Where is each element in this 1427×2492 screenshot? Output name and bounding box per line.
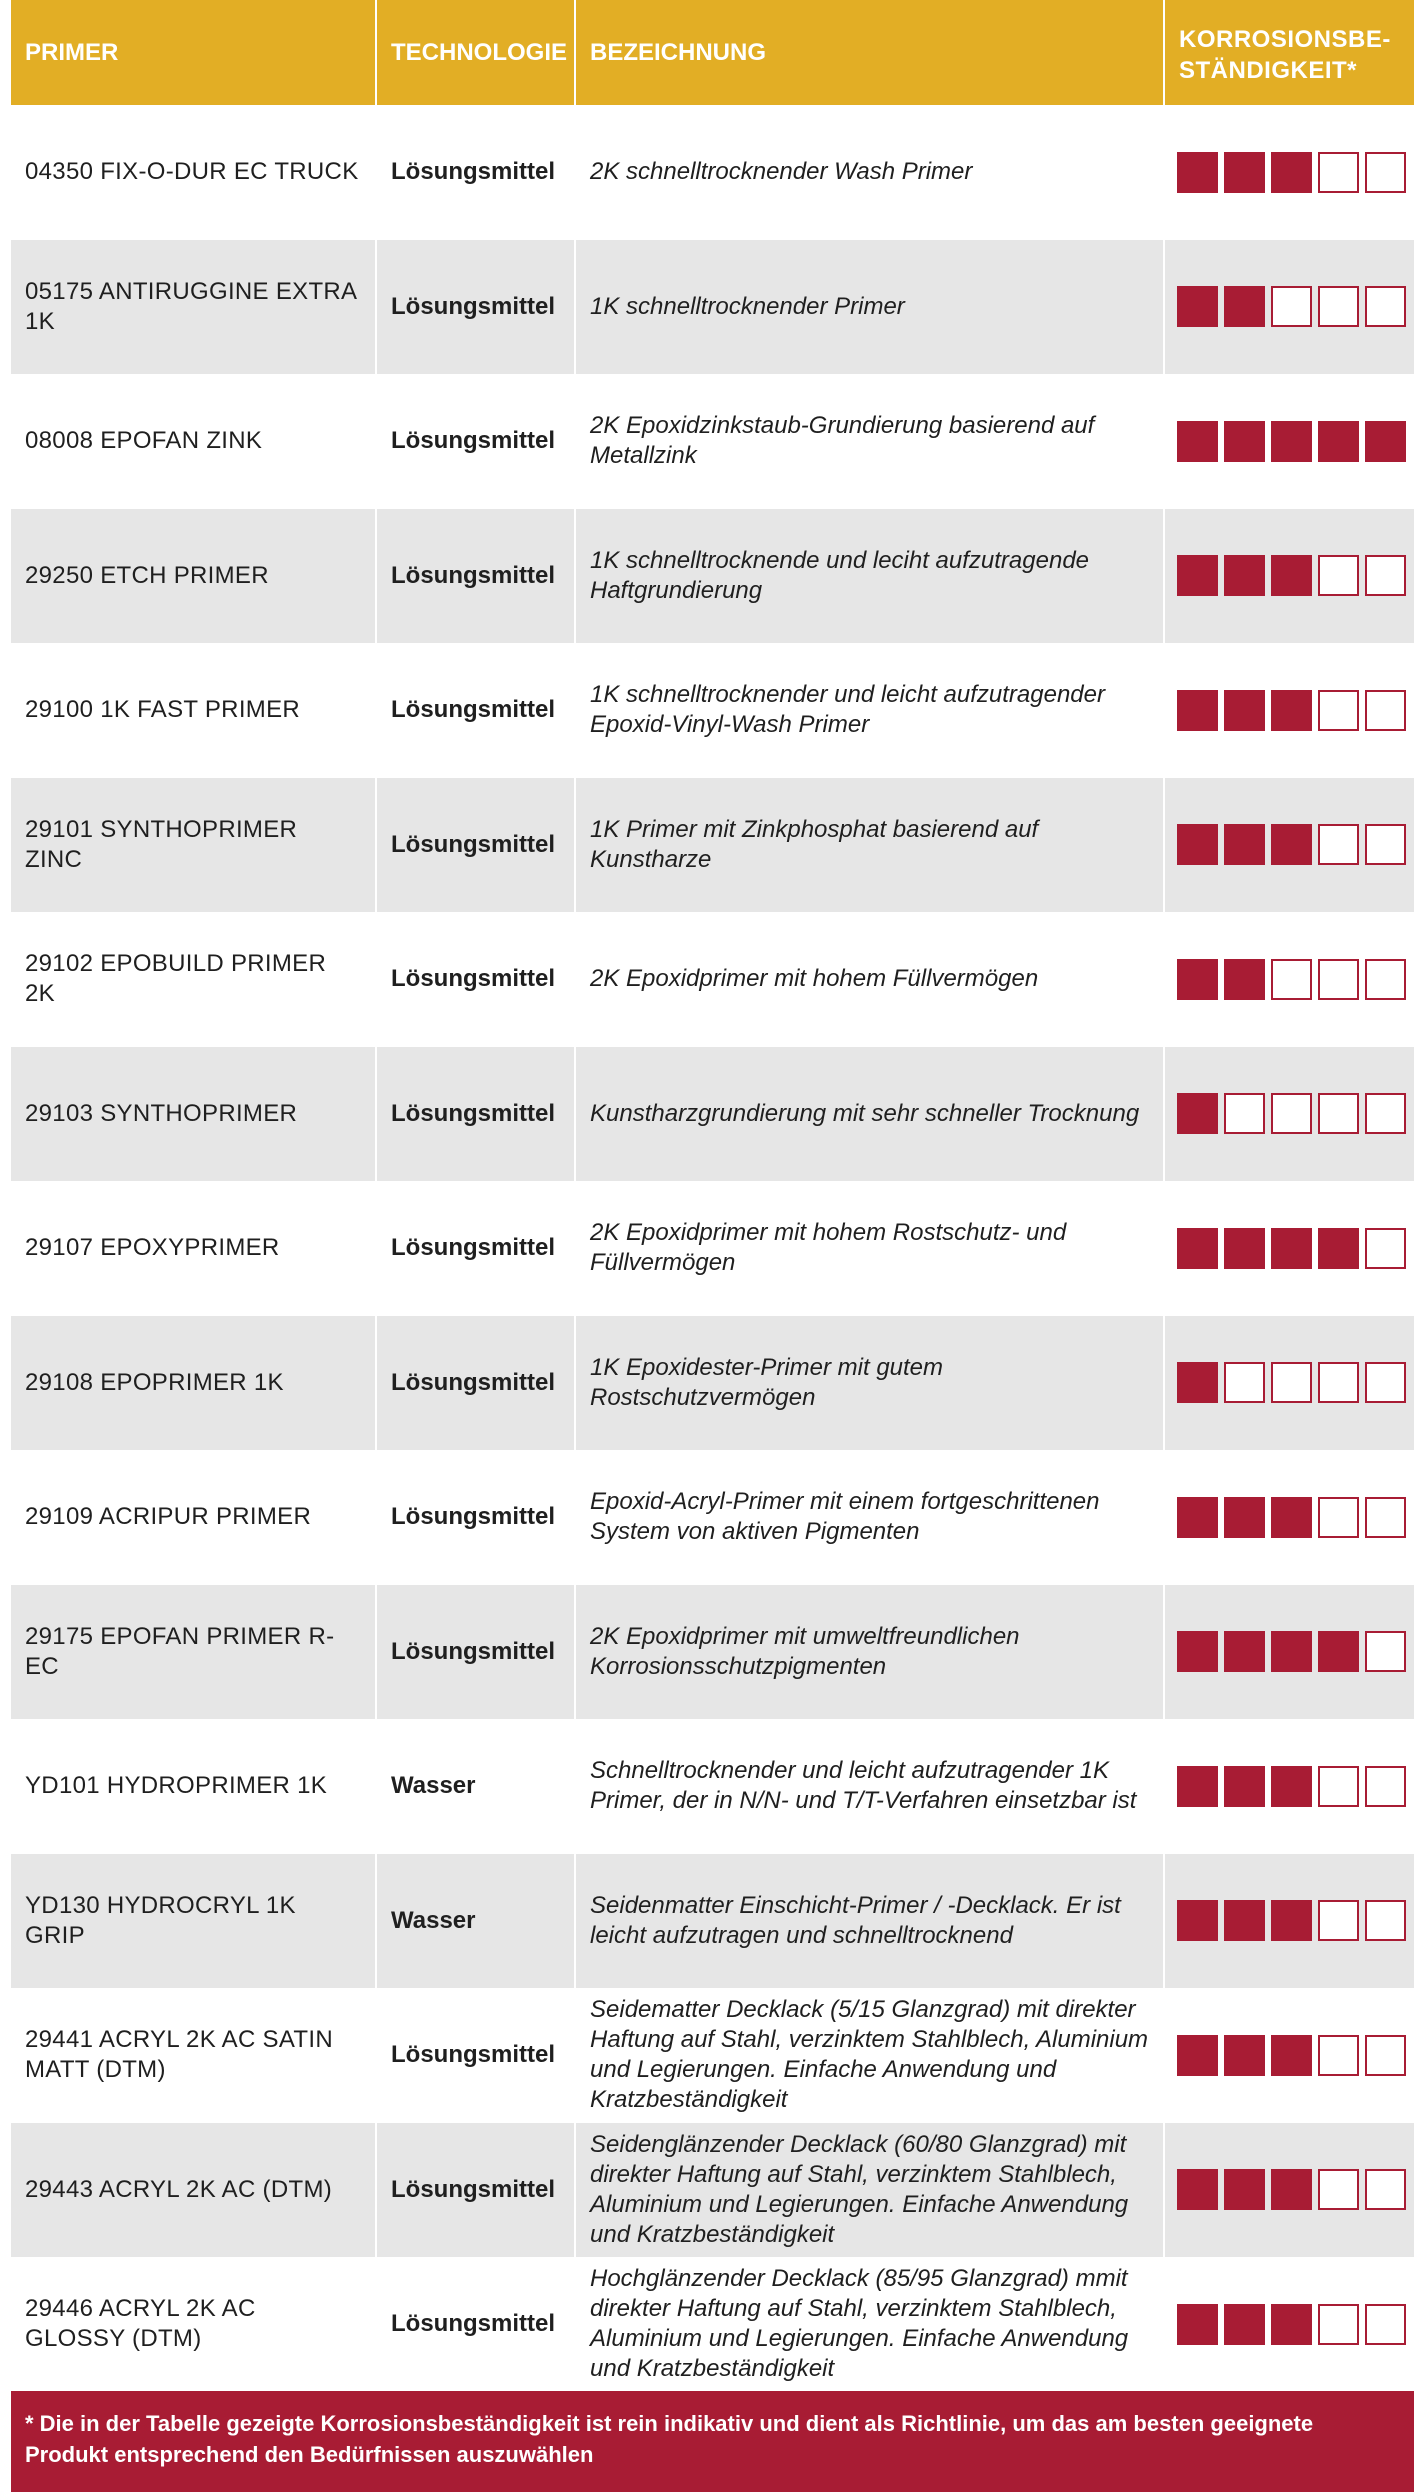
- primer-name: 08008 EPOFAN ZINK: [11, 374, 377, 509]
- rating-box-filled: [1271, 1900, 1312, 1941]
- rating-box-empty: [1224, 1362, 1265, 1403]
- rating-box-filled: [1271, 1497, 1312, 1538]
- table-row: [11, 374, 1414, 509]
- primer-name: 29446 ACRYL 2K AC GLOSSY (DTM): [11, 2257, 377, 2392]
- rating-boxes: [1177, 1362, 1406, 1403]
- rating-boxes: [1177, 2035, 1406, 2076]
- bezeichnung-value: Seidenglänzender Decklack (60/80 Glanzgrad) mit direkter Haftung auf Stahl, verzinktem Stahlblech, Aluminium und Legierungen. Einfache Anwendung und Kratzbeständigkeit: [576, 2123, 1165, 2258]
- rating-box-filled: [1177, 1093, 1218, 1134]
- rating-box-empty: [1318, 2169, 1359, 2210]
- korrosion-rating: [1165, 912, 1414, 1047]
- bezeichnung-value: Hochglänzender Decklack (85/95 Glanzgrad) mmit direkter Haftung auf Stahl, verzinktem Stahlblech, Aluminium und Legierungen. Einfache Anwendung und Kratzbeständigkeit: [576, 2257, 1165, 2392]
- korrosion-rating: [1165, 1719, 1414, 1854]
- footnote: * Die in der Tabelle gezeigte Korrosionsbeständigkeit ist rein indikativ und dient als Richtlinie, um das am besten geeignete Produkt entsprechend den Bedürfnissen auszuwählen: [11, 2391, 1414, 2492]
- bezeichnung-value: 1K schnelltrocknende und leciht aufzutragende Haftgrundierung: [576, 509, 1165, 644]
- table-row: [11, 912, 1414, 1047]
- rating-box-filled: [1224, 152, 1265, 193]
- rating-box-filled: [1271, 421, 1312, 462]
- rating-box-filled: [1224, 2304, 1265, 2345]
- korrosion-rating: [1165, 643, 1414, 778]
- rating-box-empty: [1365, 1631, 1406, 1672]
- table-row: [11, 1047, 1414, 1182]
- korrosion-rating: [1165, 1854, 1414, 1989]
- rating-box-filled: [1177, 152, 1218, 193]
- primer-name: YD101 HYDROPRIMER 1K: [11, 1719, 377, 1854]
- korrosion-rating: [1165, 2257, 1414, 2392]
- rating-box-empty: [1365, 286, 1406, 327]
- table-row: [11, 1450, 1414, 1585]
- rating-box-empty: [1365, 1766, 1406, 1807]
- rating-box-filled: [1318, 1631, 1359, 1672]
- primer-name: 29103 SYNTHOPRIMER: [11, 1047, 377, 1182]
- rating-box-empty: [1271, 1362, 1312, 1403]
- rating-box-filled: [1271, 824, 1312, 865]
- header-korrosion-label: KORROSIONSBE-STÄNDIGKEIT*: [1179, 26, 1391, 84]
- rating-box-empty: [1318, 286, 1359, 327]
- bezeichnung-value: Seidenmatter Einschicht-Primer / -Decklack. Er ist leicht aufzutragen und schnelltrocknend: [576, 1854, 1165, 1989]
- rating-box-empty: [1224, 1093, 1265, 1134]
- bezeichnung-value: 1K schnelltrocknender Primer: [576, 240, 1165, 375]
- bezeichnung-value: Schnelltrocknender und leicht aufzutragender 1K Primer, der in N/N- und T/T-Verfahren einsetzbar ist: [576, 1719, 1165, 1854]
- header-technologie: TECHNOLOGIE: [377, 0, 576, 105]
- technologie-value: Lösungsmittel: [377, 912, 576, 1047]
- rating-box-filled: [1224, 2035, 1265, 2076]
- rating-box-empty: [1318, 555, 1359, 596]
- bezeichnung-value: 1K Primer mit Zinkphosphat basierend auf Kunstharze: [576, 778, 1165, 913]
- bezeichnung-value: Epoxid-Acryl-Primer mit einem fortgeschrittenen System von aktiven Pigmenten: [576, 1450, 1165, 1585]
- primer-name: 29102 EPOBUILD PRIMER 2K: [11, 912, 377, 1047]
- technologie-value: Lösungsmittel: [377, 105, 576, 240]
- table-header: [11, 0, 1414, 105]
- primer-name: 29100 1K FAST PRIMER: [11, 643, 377, 778]
- rating-box-filled: [1177, 824, 1218, 865]
- korrosion-rating: [1165, 1181, 1414, 1316]
- rating-box-empty: [1318, 1093, 1359, 1134]
- bezeichnung-value: 2K Epoxidprimer mit hohem Rostschutz- und Füllvermögen: [576, 1181, 1165, 1316]
- korrosion-rating: [1165, 1585, 1414, 1720]
- technologie-value: Lösungsmittel: [377, 643, 576, 778]
- rating-box-filled: [1271, 1631, 1312, 1672]
- rating-box-empty: [1271, 1093, 1312, 1134]
- table-row: [11, 1854, 1414, 1989]
- table-body: [11, 105, 1414, 2392]
- primer-name: 29441 ACRYL 2K AC SATIN MATT (DTM): [11, 1988, 377, 2123]
- korrosion-rating: [1165, 105, 1414, 240]
- bezeichnung-value: 2K schnelltrocknender Wash Primer: [576, 105, 1165, 240]
- bezeichnung-value: Kunstharzgrundierung mit sehr schneller Trocknung: [576, 1047, 1165, 1182]
- rating-box-filled: [1224, 2169, 1265, 2210]
- primer-name: 29443 ACRYL 2K AC (DTM): [11, 2123, 377, 2258]
- rating-box-empty: [1365, 2035, 1406, 2076]
- table-row: [11, 1988, 1414, 2123]
- technologie-value: Lösungsmittel: [377, 240, 576, 375]
- technologie-value: Lösungsmittel: [377, 2257, 576, 2392]
- rating-box-filled: [1224, 555, 1265, 596]
- rating-box-empty: [1318, 690, 1359, 731]
- korrosion-rating: [1165, 240, 1414, 375]
- rating-box-filled: [1177, 1362, 1218, 1403]
- rating-box-empty: [1271, 959, 1312, 1000]
- table-row: [11, 1316, 1414, 1451]
- table-row: [11, 1719, 1414, 1854]
- rating-boxes: [1177, 152, 1406, 193]
- rating-boxes: [1177, 1766, 1406, 1807]
- header-primer: PRIMER: [11, 0, 377, 105]
- technologie-value: Lösungsmittel: [377, 1316, 576, 1451]
- table-row: [11, 240, 1414, 375]
- technologie-value: Lösungsmittel: [377, 778, 576, 913]
- rating-box-filled: [1224, 1900, 1265, 1941]
- rating-boxes: [1177, 1497, 1406, 1538]
- rating-boxes: [1177, 421, 1406, 462]
- rating-box-filled: [1177, 2169, 1218, 2210]
- korrosion-rating: [1165, 2123, 1414, 2258]
- korrosion-rating: [1165, 1450, 1414, 1585]
- rating-box-filled: [1271, 1228, 1312, 1269]
- rating-box-filled: [1177, 555, 1218, 596]
- rating-box-filled: [1271, 2035, 1312, 2076]
- rating-box-filled: [1271, 2304, 1312, 2345]
- technologie-value: Lösungsmittel: [377, 1988, 576, 2123]
- rating-box-filled: [1177, 1631, 1218, 1672]
- table-row: [11, 105, 1414, 240]
- rating-box-filled: [1224, 421, 1265, 462]
- korrosion-rating: [1165, 1316, 1414, 1451]
- rating-box-filled: [1177, 2304, 1218, 2345]
- table-row: [11, 509, 1414, 644]
- rating-box-filled: [1318, 1228, 1359, 1269]
- technologie-value: Lösungsmittel: [377, 1181, 576, 1316]
- primer-table: [11, 0, 1414, 2392]
- rating-box-empty: [1318, 2035, 1359, 2076]
- primer-name: 29109 ACRIPUR PRIMER: [11, 1450, 377, 1585]
- rating-box-filled: [1224, 1631, 1265, 1672]
- korrosion-rating: [1165, 778, 1414, 913]
- rating-box-filled: [1271, 690, 1312, 731]
- rating-box-filled: [1177, 1497, 1218, 1538]
- bezeichnung-value: 2K Epoxidprimer mit umweltfreundlichen Korrosionsschutzpigmenten: [576, 1585, 1165, 1720]
- primer-name: 29250 ETCH PRIMER: [11, 509, 377, 644]
- rating-boxes: [1177, 824, 1406, 865]
- rating-box-empty: [1318, 152, 1359, 193]
- table-row: [11, 778, 1414, 913]
- korrosion-rating: [1165, 509, 1414, 644]
- rating-box-empty: [1365, 1497, 1406, 1538]
- primer-name: 29107 EPOXYPRIMER: [11, 1181, 377, 1316]
- rating-boxes: [1177, 1631, 1406, 1672]
- rating-box-filled: [1271, 555, 1312, 596]
- rating-box-filled: [1271, 2169, 1312, 2210]
- rating-box-empty: [1318, 1900, 1359, 1941]
- technologie-value: Lösungsmittel: [377, 374, 576, 509]
- rating-box-empty: [1365, 152, 1406, 193]
- rating-box-empty: [1318, 1497, 1359, 1538]
- rating-box-filled: [1177, 690, 1218, 731]
- technologie-value: Lösungsmittel: [377, 1047, 576, 1182]
- rating-box-filled: [1224, 824, 1265, 865]
- rating-box-empty: [1318, 1362, 1359, 1403]
- rating-box-empty: [1365, 2304, 1406, 2345]
- rating-box-empty: [1365, 824, 1406, 865]
- rating-box-filled: [1224, 690, 1265, 731]
- primer-name: 04350 FIX-O-DUR EC TRUCK: [11, 105, 377, 240]
- rating-box-filled: [1177, 959, 1218, 1000]
- bezeichnung-value: 1K Epoxidester-Primer mit gutem Rostschutzvermögen: [576, 1316, 1165, 1451]
- technologie-value: Wasser: [377, 1854, 576, 1989]
- rating-boxes: [1177, 2304, 1406, 2345]
- rating-box-filled: [1224, 959, 1265, 1000]
- rating-box-empty: [1271, 286, 1312, 327]
- header-bezeichnung: BEZEICHNUNG: [576, 0, 1165, 105]
- rating-box-empty: [1365, 1362, 1406, 1403]
- rating-box-empty: [1365, 1093, 1406, 1134]
- korrosion-rating: [1165, 1988, 1414, 2123]
- technologie-value: Lösungsmittel: [377, 1450, 576, 1585]
- header-korrosion: [1165, 0, 1414, 105]
- rating-box-filled: [1177, 286, 1218, 327]
- primer-name: 29101 SYNTHOPRIMER ZINC: [11, 778, 377, 913]
- rating-boxes: [1177, 1093, 1406, 1134]
- rating-box-empty: [1318, 1766, 1359, 1807]
- rating-box-empty: [1365, 2169, 1406, 2210]
- rating-box-filled: [1177, 1228, 1218, 1269]
- rating-boxes: [1177, 959, 1406, 1000]
- rating-boxes: [1177, 1900, 1406, 1941]
- primer-name: 29175 EPOFAN PRIMER R-EC: [11, 1585, 377, 1720]
- rating-box-filled: [1224, 286, 1265, 327]
- rating-box-empty: [1365, 1900, 1406, 1941]
- rating-box-filled: [1365, 421, 1406, 462]
- rating-boxes: [1177, 2169, 1406, 2210]
- rating-box-filled: [1271, 152, 1312, 193]
- rating-box-empty: [1318, 2304, 1359, 2345]
- bezeichnung-value: 1K schnelltrocknender und leicht aufzutragender Epoxid-Vinyl-Wash Primer: [576, 643, 1165, 778]
- rating-box-filled: [1224, 1497, 1265, 1538]
- rating-box-empty: [1365, 690, 1406, 731]
- rating-box-filled: [1177, 2035, 1218, 2076]
- table-row: [11, 2257, 1414, 2392]
- rating-box-filled: [1177, 421, 1218, 462]
- korrosion-rating: [1165, 374, 1414, 509]
- rating-boxes: [1177, 690, 1406, 731]
- rating-box-empty: [1318, 824, 1359, 865]
- table-row: [11, 643, 1414, 778]
- technologie-value: Lösungsmittel: [377, 509, 576, 644]
- rating-box-empty: [1365, 555, 1406, 596]
- rating-box-filled: [1224, 1766, 1265, 1807]
- rating-box-filled: [1224, 1228, 1265, 1269]
- primer-name: 29108 EPOPRIMER 1K: [11, 1316, 377, 1451]
- rating-boxes: [1177, 555, 1406, 596]
- technologie-value: Lösungsmittel: [377, 2123, 576, 2258]
- rating-boxes: [1177, 1228, 1406, 1269]
- rating-box-empty: [1365, 1228, 1406, 1269]
- bezeichnung-value: 2K Epoxidzinkstaub-Grundierung basierend auf Metallzink: [576, 374, 1165, 509]
- primer-name: 05175 ANTIRUGGINE EXTRA 1K: [11, 240, 377, 375]
- rating-box-filled: [1271, 1766, 1312, 1807]
- table-row: [11, 2123, 1414, 2258]
- rating-box-empty: [1318, 959, 1359, 1000]
- bezeichnung-value: 2K Epoxidprimer mit hohem Füllvermögen: [576, 912, 1165, 1047]
- rating-boxes: [1177, 286, 1406, 327]
- rating-box-empty: [1365, 959, 1406, 1000]
- bezeichnung-value: Seidematter Decklack (5/15 Glanzgrad) mit direkter Haftung auf Stahl, verzinktem Stahlblech, Aluminium und Legierungen. Einfache Anwendung und Kratzbeständigkeit: [576, 1988, 1165, 2123]
- table-row: [11, 1181, 1414, 1316]
- korrosion-rating: [1165, 1047, 1414, 1182]
- rating-box-filled: [1177, 1766, 1218, 1807]
- technologie-value: Wasser: [377, 1719, 576, 1854]
- rating-box-filled: [1318, 421, 1359, 462]
- technologie-value: Lösungsmittel: [377, 1585, 576, 1720]
- table-row: [11, 1585, 1414, 1720]
- primer-name: YD130 HYDROCRYL 1K GRIP: [11, 1854, 377, 1989]
- rating-box-filled: [1177, 1900, 1218, 1941]
